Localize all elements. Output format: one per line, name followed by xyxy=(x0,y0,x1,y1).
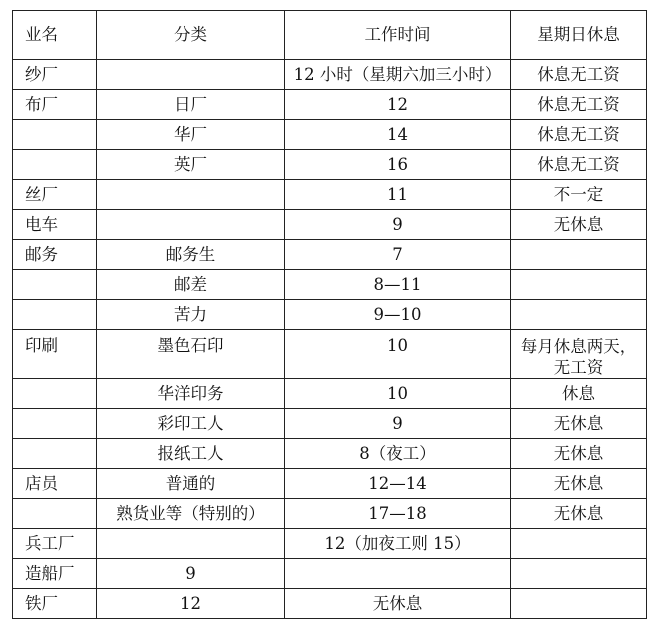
cell-category: 邮务生 xyxy=(97,240,285,270)
header-category: 分类 xyxy=(97,11,285,60)
cell-industry xyxy=(13,379,97,409)
cell-industry: 纱厂 xyxy=(13,60,97,90)
cell-work-hours: 16 xyxy=(285,150,511,180)
cell-sunday-rest: 休息无工资 xyxy=(511,120,647,150)
cell-work-hours: 9 xyxy=(285,210,511,240)
table-row xyxy=(13,120,647,150)
cell-industry xyxy=(13,409,97,439)
cell-industry: 布厂 xyxy=(13,90,97,120)
cell-sunday-rest: 无休息 xyxy=(511,409,647,439)
table-row xyxy=(13,589,647,619)
table-row xyxy=(13,300,647,330)
cell-industry: 店员 xyxy=(13,469,97,499)
cell-industry: 兵工厂 xyxy=(13,529,97,559)
cell-work-hours: 17—18 xyxy=(285,499,511,529)
cell-category: 墨色石印 xyxy=(97,330,285,379)
table-row xyxy=(13,60,647,90)
cell-category: 报纸工人 xyxy=(97,439,285,469)
work-hours-table xyxy=(12,10,647,619)
cell-category: 华洋印务 xyxy=(97,379,285,409)
cell-sunday-rest: 休息无工资 xyxy=(511,150,647,180)
header-work-hours: 工作时间 xyxy=(285,11,511,60)
cell-industry: 电车 xyxy=(13,210,97,240)
cell-sunday-rest: 休息 xyxy=(511,379,647,409)
cell-industry: 印刷 xyxy=(13,330,97,379)
cell-work-hours: 9 xyxy=(285,409,511,439)
cell-work-hours: 无休息 xyxy=(285,589,511,619)
cell-work-hours: 9—10 xyxy=(285,300,511,330)
cell-industry xyxy=(13,270,97,300)
cell-category: 日厂 xyxy=(97,90,285,120)
cell-work-hours: 10 xyxy=(285,379,511,409)
cell-category: 12 xyxy=(97,589,285,619)
cell-work-hours: 10 xyxy=(285,330,511,379)
cell-sunday-rest: 每月休息两天，无工资 xyxy=(511,330,647,379)
cell-category xyxy=(97,529,285,559)
cell-industry xyxy=(13,300,97,330)
table-row xyxy=(13,439,647,469)
cell-work-hours: 8—11 xyxy=(285,270,511,300)
cell-category: 9 xyxy=(97,559,285,589)
cell-sunday-rest: 无休息 xyxy=(511,499,647,529)
cell-work-hours: 12（加夜工则 15） xyxy=(285,529,511,559)
table-row xyxy=(13,180,647,210)
table-row xyxy=(13,469,647,499)
cell-work-hours: 12 xyxy=(285,90,511,120)
cell-industry xyxy=(13,120,97,150)
cell-sunday-rest xyxy=(511,529,647,559)
cell-industry: 造船厂 xyxy=(13,559,97,589)
cell-sunday-rest: 无休息 xyxy=(511,210,647,240)
cell-industry xyxy=(13,150,97,180)
cell-category xyxy=(97,180,285,210)
table-row xyxy=(13,240,647,270)
cell-category: 华厂 xyxy=(97,120,285,150)
table-row xyxy=(13,499,647,529)
table-row xyxy=(13,210,647,240)
table-row xyxy=(13,409,647,439)
cell-sunday-rest: 休息无工资 xyxy=(511,90,647,120)
table-row xyxy=(13,379,647,409)
cell-work-hours: 11 xyxy=(285,180,511,210)
cell-work-hours: 14 xyxy=(285,120,511,150)
cell-work-hours: 7 xyxy=(285,240,511,270)
table-row xyxy=(13,150,647,180)
cell-sunday-rest: 不一定 xyxy=(511,180,647,210)
cell-category xyxy=(97,60,285,90)
cell-work-hours xyxy=(285,559,511,589)
cell-category: 邮差 xyxy=(97,270,285,300)
cell-category xyxy=(97,210,285,240)
cell-category: 熟货业等（特别的） xyxy=(97,499,285,529)
table-row xyxy=(13,90,647,120)
cell-industry xyxy=(13,439,97,469)
cell-sunday-rest xyxy=(511,300,647,330)
cell-industry: 邮务 xyxy=(13,240,97,270)
table-wrapper xyxy=(12,10,647,619)
cell-work-hours: 12 小时（星期六加三小时） xyxy=(285,60,511,90)
table-row xyxy=(13,270,647,300)
cell-sunday-rest xyxy=(511,589,647,619)
header-row xyxy=(13,11,647,60)
cell-sunday-rest: 休息无工资 xyxy=(511,60,647,90)
table-row xyxy=(13,559,647,589)
header-sunday-rest: 星期日休息 xyxy=(511,11,647,60)
table-row xyxy=(13,330,647,379)
cell-category: 彩印工人 xyxy=(97,409,285,439)
cell-sunday-rest: 无休息 xyxy=(511,469,647,499)
cell-sunday-rest xyxy=(511,270,647,300)
cell-work-hours: 8（夜工） xyxy=(285,439,511,469)
cell-sunday-rest: 无休息 xyxy=(511,439,647,469)
cell-category: 普通的 xyxy=(97,469,285,499)
cell-industry: 铁厂 xyxy=(13,589,97,619)
table-row xyxy=(13,529,647,559)
cell-category: 苦力 xyxy=(97,300,285,330)
cell-sunday-rest xyxy=(511,559,647,589)
cell-sunday-rest xyxy=(511,240,647,270)
cell-work-hours: 12—14 xyxy=(285,469,511,499)
cell-category: 英厂 xyxy=(97,150,285,180)
header-industry: 业名 xyxy=(13,11,97,60)
cell-industry: 丝厂 xyxy=(13,180,97,210)
cell-industry xyxy=(13,499,97,529)
